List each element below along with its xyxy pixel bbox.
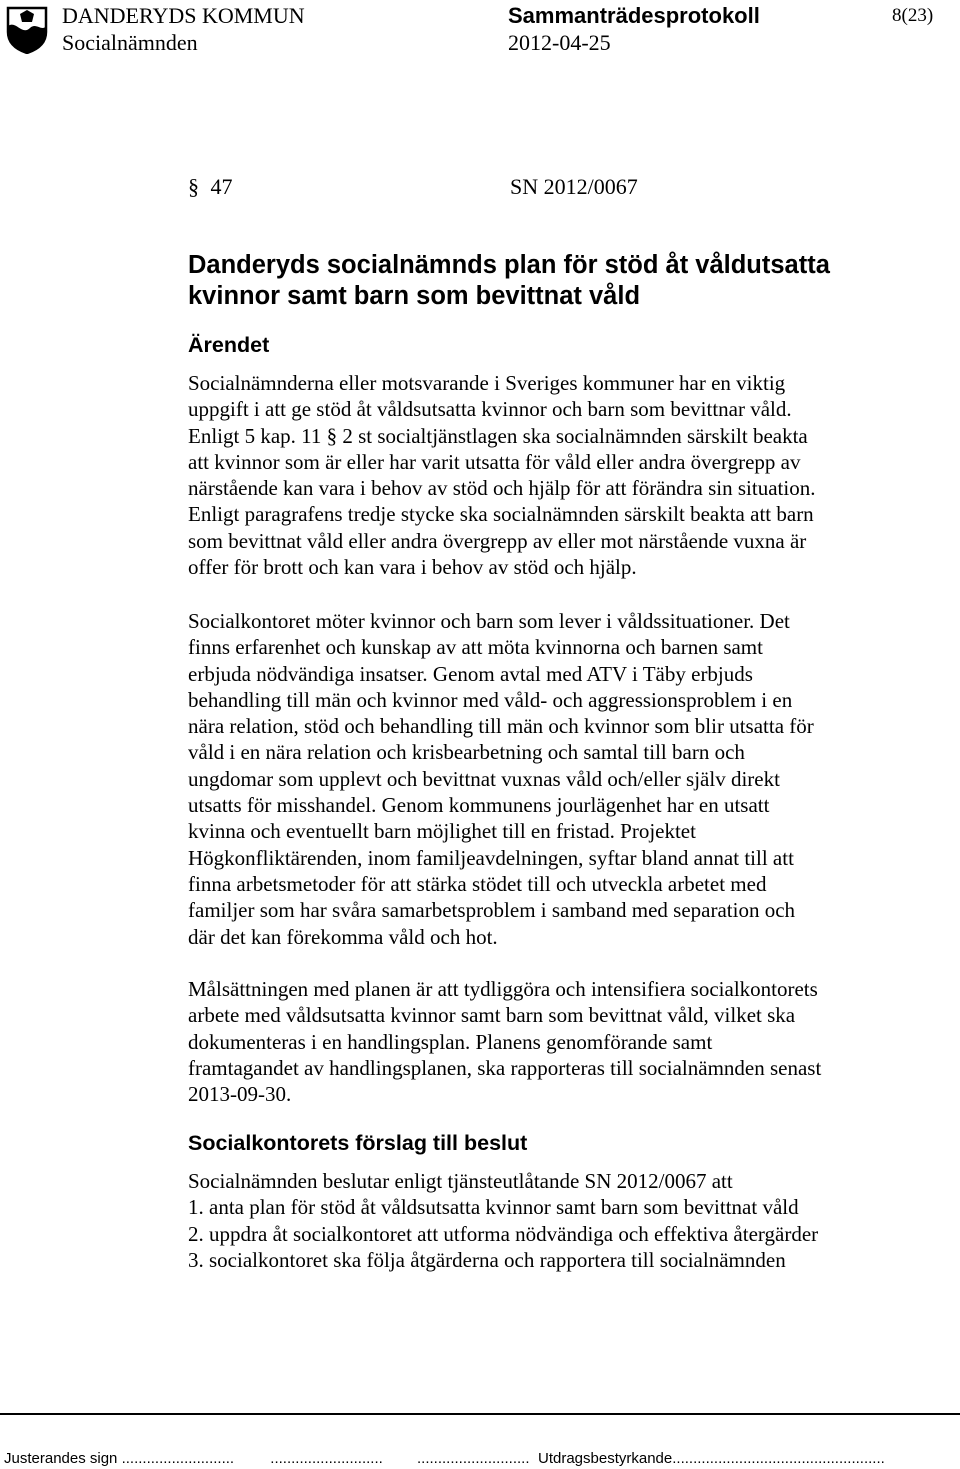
- paragraph-1: [188, 370, 815, 580]
- text-line: att kvinnor som är eller har varit utsatta för våld eller andra övergrepp av: [188, 449, 801, 474]
- signature-field: ...........................: [121, 1450, 235, 1467]
- signature-field: ...........................: [270, 1450, 383, 1467]
- title-line: Danderyds socialnämnds plan för stöd åt våldutsatta: [188, 251, 830, 279]
- text-line: dokumenteras i en handlingsplan. Planens genomförande samt: [188, 1029, 713, 1054]
- paragraph-symbol: §: [326, 423, 338, 448]
- text-line: Socialnämnderna eller motsvarande i Sveriges kommuner har en viktig: [188, 371, 786, 395]
- text-line: kvinna och eventuellt barn möjlighet till en fristad. Projektet: [188, 819, 696, 844]
- paragraph-2: [188, 608, 814, 950]
- text-line: [188, 423, 815, 449]
- text-span: 2 st socialtjänstlagen ska socialnämnden särskilt beakta: [342, 423, 808, 448]
- text-line: Socialkontoret möter kvinnor och barn som lever i våldssituationer. Det: [188, 609, 790, 633]
- section-heading-arendet: Ärendet: [188, 333, 270, 357]
- text-line: Högkonfliktärenden, inom familjeavdelningen, syftar bland annat till att: [188, 845, 794, 870]
- text-line: där det kan förekomma våld och hot.: [188, 924, 498, 949]
- footer-sign-row: [4, 1450, 530, 1468]
- page-number: 8(23): [892, 5, 934, 26]
- section-paragraph: [188, 174, 233, 200]
- text-line: ungdomar som upplevt och bevittnat vuxnas våld och/eller själv direkt: [188, 766, 780, 791]
- list-item: 2. uppdra åt socialkontoret att utforma nödvändiga och effektiva återgärder: [188, 1221, 819, 1246]
- case-number: SN 2012/0067: [510, 174, 638, 199]
- text-line: Enligt paragrafens tredje stycke ska socialnämnden särskilt beakta att barn: [188, 502, 814, 527]
- text-span: Enligt 5 kap. 11: [188, 423, 327, 448]
- list-item: 3. socialkontoret ska följa åtgärderna och rapportera till socialnämnden: [188, 1247, 786, 1272]
- signature-field: ...........................: [416, 1450, 530, 1467]
- section-symbol: §: [188, 174, 199, 199]
- text-line: närstående kan vara i behov av stöd och hjälp för att förändra sin situation.: [188, 476, 816, 501]
- proposal-list: [188, 1168, 818, 1273]
- text-line: behandling till män och kvinnor med våld- och aggressionsproblem i en: [188, 687, 793, 712]
- section-number: 47: [210, 174, 233, 199]
- document-type: Sammanträdesprotokoll: [508, 3, 760, 28]
- text-line: utsatts för misshandel. Genom kommunens jourlägenhet har en utsatt: [188, 793, 770, 818]
- text-line: uppgift i att ge stöd åt våldsutsatta kvinnor och barn som bevittnar våld.: [188, 397, 792, 422]
- crest-icon: [6, 6, 48, 54]
- utdragsbestyrkande-label: Utdragsbestyrkande: [538, 1450, 673, 1467]
- text-line: 2013-09-30.: [188, 1082, 292, 1107]
- text-line: erbjuda nödvändiga insatser. Genom avtal med ATV i Täby erbjuds: [188, 661, 753, 686]
- title-line: kvinnor samt barn som bevittnat våld: [188, 281, 641, 310]
- text-line: Målsättningen med planen är att tydliggöra och intensifiera socialkontorets: [188, 977, 818, 1001]
- text-line: som bevittnat våld eller andra övergrepp av eller mot närstående vuxna är: [188, 528, 807, 553]
- text-line: nära relation, stöd och behandling till män och kvinnor som blir utsatta för: [188, 714, 814, 739]
- text-line: finns erfarenhet och kunskap av att möta kvinnorna och barnen samt: [188, 635, 763, 660]
- justerandes-sign-label: Justerandes sign: [4, 1450, 118, 1467]
- text-line: våld i en nära relation och krisbearbetning och samtal till barn och: [188, 740, 745, 765]
- municipality-crest-logo: [6, 6, 48, 54]
- text-line: offer för brott och kan vara i behov av stöd och hjälp.: [188, 555, 637, 580]
- text-line: finna arbetsmetoder för att stärka stödet till och utveckla arbetet med: [188, 871, 767, 896]
- text-line: familjer som har svåra samarbetsproblem i samband med separation och: [188, 898, 796, 923]
- department-name: Socialnämnden: [62, 30, 198, 55]
- org-name: DANDERYDS KOMMUN: [62, 3, 305, 28]
- text-line: Socialnämnden beslutar enligt tjänsteutlåtande SN 2012/0067 att: [188, 1169, 733, 1193]
- footer-utdrag-row: [538, 1450, 885, 1468]
- paragraph-3: [188, 976, 821, 1107]
- footer-divider: [0, 1413, 960, 1415]
- section-heading-proposal: Socialkontorets förslag till beslut: [188, 1131, 528, 1155]
- text-line: framtagandet av handlingsplanen, ska rapporteras till socialnämnden senast: [188, 1055, 822, 1080]
- signature-field: ...................................................: [672, 1450, 885, 1467]
- meeting-date: 2012-04-25: [508, 30, 611, 55]
- document-title: [188, 250, 830, 311]
- list-item: 1. anta plan för stöd åt våldsutsatta kvinnor samt barn som bevittnat våld: [188, 1195, 799, 1220]
- text-line: arbete med våldsutsatta kvinnor samt barn som bevittnat våld, vilket ska: [188, 1003, 796, 1028]
